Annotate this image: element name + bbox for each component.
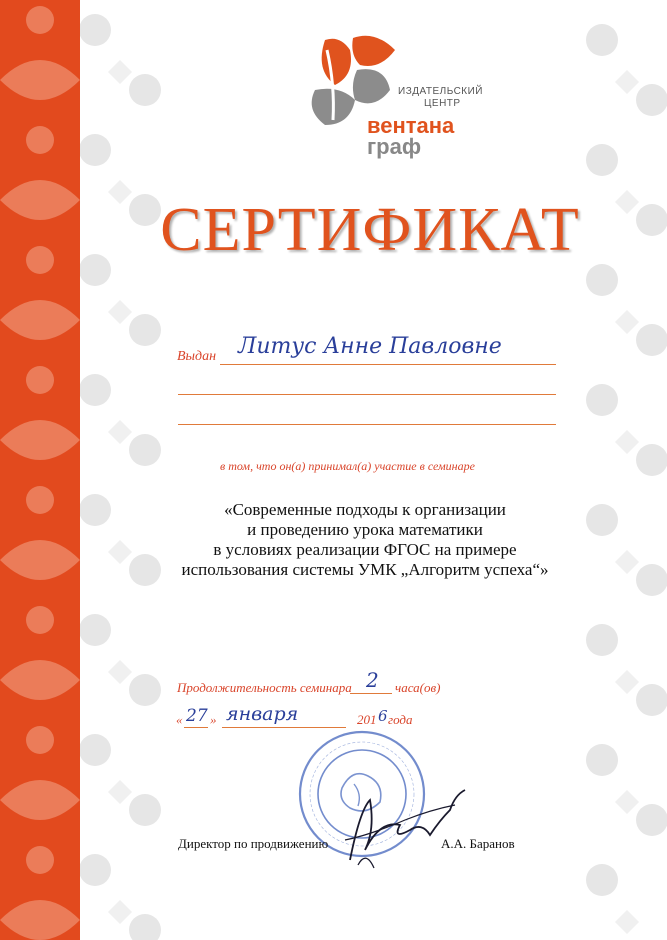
date-day: 27 <box>186 706 208 726</box>
logo-brand-ventana: вентана <box>367 113 455 138</box>
duration-unit: часа(ов) <box>395 680 441 695</box>
date-year-prefix: 201 <box>357 712 377 727</box>
date-close-quote: » <box>210 712 217 727</box>
recipient-line-3 <box>178 424 556 425</box>
date-year-suffix: 6 <box>378 707 388 725</box>
duration-value: 2 <box>366 668 379 692</box>
seminar-topic <box>170 500 560 580</box>
recipient-name: Литус Анне Павловне <box>238 334 502 359</box>
seminar-topic-line: использования системы УМК „Алгоритм успеха“» <box>181 560 549 579</box>
duration-line <box>350 693 392 694</box>
seminar-topic-line: «Современные подходы к организации <box>224 500 506 519</box>
director-name: А.А. Баранов <box>441 836 515 851</box>
director-position: Директор по продвижению <box>178 836 329 851</box>
date-open-quote: « <box>176 712 183 727</box>
seminar-topic-line: в условиях реализации ФГОС на примере <box>213 540 517 559</box>
certificate-title: СЕРТИФИКАТ <box>160 196 580 264</box>
recipient-line-1 <box>220 364 556 365</box>
date-year-word: года <box>388 712 413 727</box>
left-red-pattern <box>0 0 80 940</box>
logo-subtitle: ИЗДАТЕЛЬСКИЙ ЦЕНТР <box>398 86 483 109</box>
date-month: января <box>226 703 299 725</box>
right-grey-pattern <box>577 0 667 940</box>
issued-label: Выдан <box>177 349 217 364</box>
signature-icon <box>330 780 470 875</box>
date-day-line <box>184 727 208 728</box>
duration-label: Продолжительность семинара <box>177 680 352 695</box>
participation-text: в том, что он(а) принимал(а) участие в семинаре <box>220 459 475 473</box>
logo-brand-graf: граф <box>367 134 422 159</box>
seminar-topic-line: и проведению урока математики <box>247 520 483 539</box>
recipient-line-2 <box>178 394 556 395</box>
left-grey-pattern <box>80 0 175 940</box>
